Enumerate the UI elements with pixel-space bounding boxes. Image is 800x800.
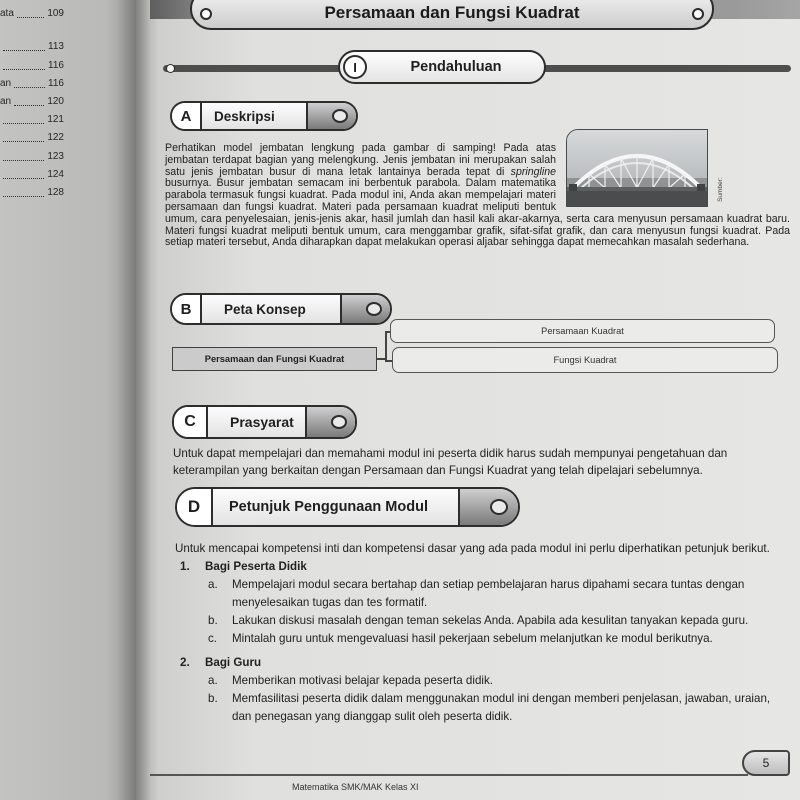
knob-dot (332, 109, 348, 123)
section-title: Peta Konsep (224, 301, 306, 317)
toc-entry (0, 96, 64, 108)
page-title: Persamaan dan Fungsi Kuadrat (324, 3, 580, 22)
toc-leader (3, 196, 44, 197)
instruction-group-number: 1. (180, 560, 190, 573)
description-text-part1: Perhatikan model jembatan lengkung pada gambar di samping! Pada atas jembatan terdapat bagian yang melengkung. Jenis jembatan ini merupakan salah satu jenis jembatan busur di mana letak lantainya berada tepat di (165, 142, 556, 178)
list-item (175, 576, 787, 612)
chapter-number: I (343, 55, 367, 79)
description-text-italic: springline (510, 165, 556, 178)
toc-entry (0, 60, 64, 72)
section-heading-prasyarat (172, 405, 357, 439)
instruction-group-title: Bagi Guru (205, 656, 262, 669)
section-title: Petunjuk Penggunaan Modul (229, 499, 428, 515)
bridge-figure (566, 129, 726, 205)
list-item-marker: b. (208, 692, 218, 705)
toc-entry (0, 132, 64, 144)
list-item (175, 612, 787, 630)
instructions (175, 540, 787, 726)
concept-map-connector (385, 331, 387, 361)
toc-entry (0, 41, 64, 53)
toc-leader (3, 69, 45, 70)
section-letter: A (172, 103, 202, 129)
toc-entry (0, 151, 64, 163)
toc-entry-page: 122 (47, 132, 64, 143)
toc-entry-page: 128 (47, 187, 64, 198)
instruction-group-title: Bagi Peserta Didik (205, 560, 307, 573)
toc-leader (3, 50, 45, 51)
toc-entry (0, 114, 64, 126)
toc-entry-page: 113 (48, 41, 64, 52)
section-letter: B (172, 295, 202, 323)
section-title: Prasyarat (230, 414, 294, 430)
chapter-bar-dot (166, 64, 175, 73)
footer-book-title: Matematika SMK/MAK Kelas XI (292, 782, 419, 792)
bridge-illustration (567, 130, 707, 206)
toc-entry-page: 116 (48, 60, 64, 71)
bridge-photo (566, 129, 708, 207)
section-heading-peta-konsep (170, 293, 392, 325)
list-item-text: Lakukan diskusi masalah dengan teman sekelas Anda. Apabila ada kesulitan tanyakan kepada guru. (232, 614, 749, 627)
page-number: 5 (742, 750, 790, 776)
instruction-group-heading (175, 654, 787, 672)
toc-entry (0, 78, 64, 90)
toc-entry-label: ata (0, 8, 14, 19)
toc-leader (14, 87, 45, 88)
section-knob (340, 295, 390, 323)
toc-leader (3, 141, 44, 142)
list-item-marker: c. (208, 632, 218, 645)
instruction-group-number: 2. (180, 656, 190, 669)
toc-entry-label: an (0, 96, 12, 107)
page-gutter (118, 0, 158, 800)
figure-caption-text: Sumber: (717, 177, 725, 202)
list-item-marker: b. (208, 614, 218, 627)
list-item (175, 690, 787, 726)
chapter-title: Pendahuluan (410, 59, 502, 75)
section-knob (306, 103, 356, 129)
list-item (175, 630, 787, 648)
instructions-intro: Untuk mencapai kompetensi inti dan kompetensi dasar yang ada pada modul ini perlu diperhatikan petunjuk berikut. (175, 542, 770, 555)
list-item-marker: a. (208, 674, 218, 687)
toc-leader (3, 160, 44, 161)
toc-entry-page: 123 (47, 151, 64, 162)
toc-entry (0, 187, 64, 199)
list-item-text: Memfasilitasi peserta didik dalam menggunakan modul ini dengan memberi penjelasan, jawaban, uraian, dan penegasan yang dianggap sulit oleh peserta didik. (232, 692, 771, 723)
header-right-dot (692, 8, 704, 20)
instruction-group (175, 558, 787, 648)
prasyarat-paragraph: Untuk dapat mempelajari dan memahami modul ini peserta didik harus sudah mempunyai pengetahuan dan keterampilan yang berkaitan dengan Persamaan dan Fungsi Kuadrat yang telah dipelajari sebelumnya. (173, 447, 728, 477)
knob-dot (490, 499, 508, 515)
toc-entry (0, 8, 64, 20)
toc-entry-page: 109 (47, 8, 64, 19)
section-heading-petunjuk (175, 487, 520, 527)
toc-leader (14, 105, 44, 106)
description-text-part2: busurnya. Busur jembatan semacam ini berbentuk parabola. Dalam matematika parabola termasuk fungsi kuadrat. Pada modul ini, Anda akan mempelajari materi persamaan dan fungsi kuadrat. Materi pada persamaan kuadrat meliputi bentuk umum, cara penyelesaian, jenis-jenis akar, hasil jumlah dan hasil kali akar-akarnya, serta cara menyusun persamaan kuadrat baru. Materi fungsi kuadrat meliputi bentuk umum, cara menggambar grafik, sifat-sifat grafik, dan cara menyusun fungsi kuadrat. Pada setiap materi tersebut, Anda diharapkan dapat melakukan operasi aljabar sehingga dapat memecahkan masalah sederhana. (165, 177, 790, 249)
section-knob (458, 489, 518, 525)
instruction-group (175, 654, 787, 726)
section-letter: D (177, 489, 213, 525)
concept-map-root: Persamaan dan Fungsi Kuadrat (172, 347, 377, 371)
figure-caption (716, 133, 726, 203)
list-item-text: Memberikan motivasi belajar kepada peserta didik. (232, 674, 493, 687)
concept-map-node: Persamaan Kuadrat (390, 319, 775, 343)
section-knob (305, 407, 355, 437)
toc-entry-page: 120 (47, 96, 64, 107)
list-item-text: Mintalah guru untuk mengevaluasi hasil pekerjaan sebelum melanjutkan ke modul berikutnya. (232, 632, 713, 645)
toc-entry-page: 121 (47, 114, 64, 125)
knob-dot (331, 415, 347, 429)
instruction-group-heading (175, 558, 787, 576)
description-paragraph (165, 143, 790, 249)
toc-leader (3, 178, 44, 179)
concept-map-node: Fungsi Kuadrat (392, 347, 778, 373)
chapter-heading (338, 50, 546, 84)
section-letter: C (174, 407, 208, 437)
toc-leader (17, 17, 44, 18)
knob-dot (366, 302, 382, 316)
section-heading-deskripsi (170, 101, 358, 131)
toc-entry (0, 169, 64, 181)
list-item (175, 672, 787, 690)
list-item-text: Mempelajari modul secara bertahap dan setiap pembelajaran harus dipahami secara tuntas dengan menyelesaikan tugas dan tes formatif. (232, 578, 745, 609)
toc-entry-label: an (0, 78, 12, 89)
section-title: Deskripsi (214, 108, 275, 124)
toc-leader (3, 123, 44, 124)
page-header (190, 0, 714, 30)
toc-entry-page: 124 (47, 169, 64, 180)
toc-entry-page: 116 (48, 78, 64, 89)
list-item-marker: a. (208, 578, 218, 591)
footer-rule (150, 774, 748, 776)
